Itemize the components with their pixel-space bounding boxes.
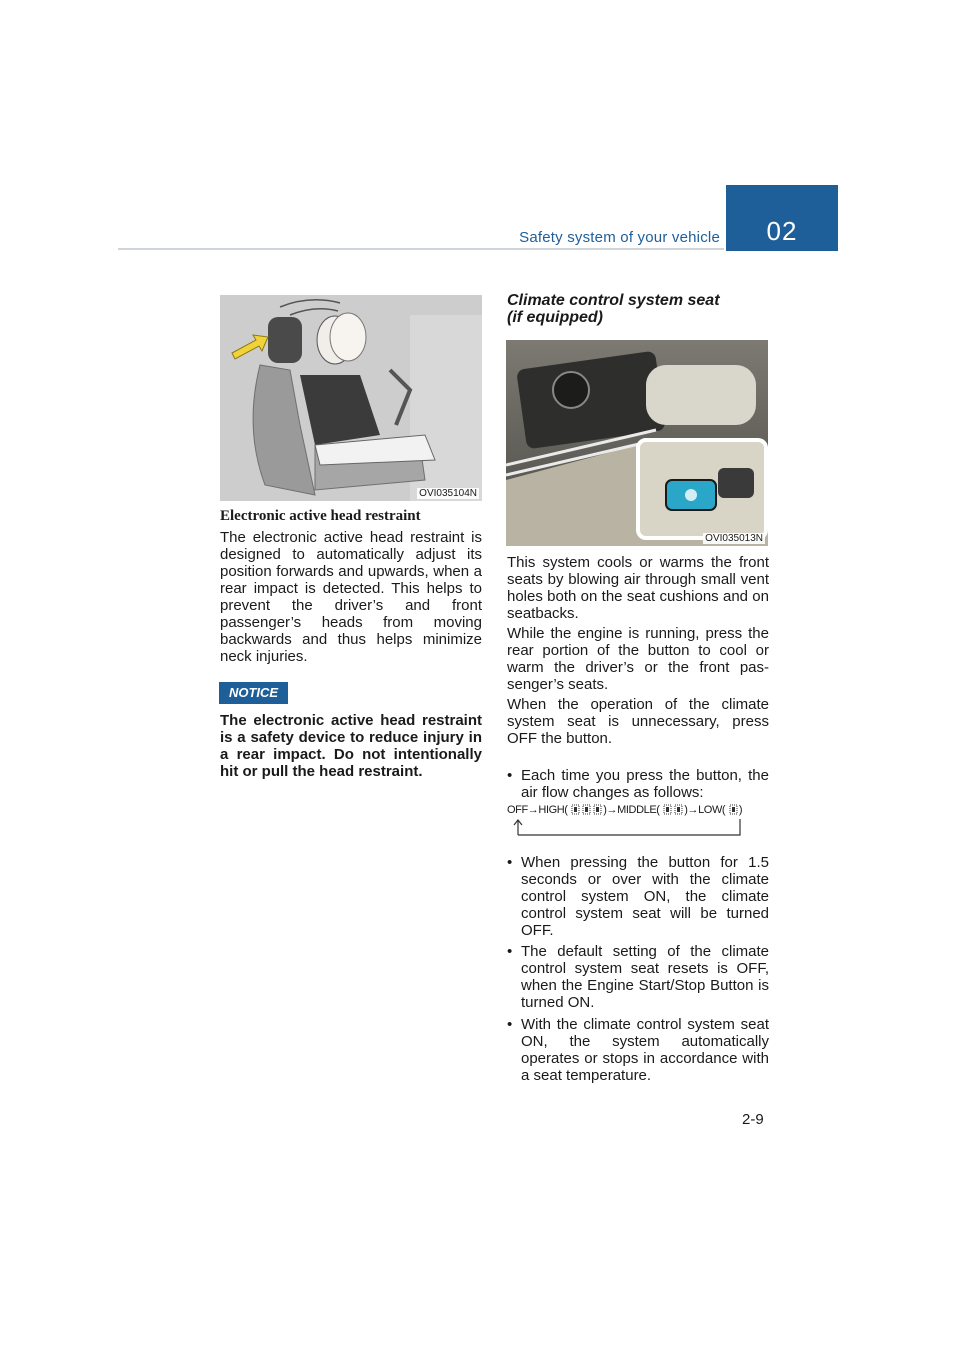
flow-low: LOW( <box>698 804 726 816</box>
page-number: 2-9 <box>742 1111 764 1128</box>
header-rule <box>118 248 724 250</box>
fan-level-icon <box>582 804 591 815</box>
climate-seat-title <box>507 292 720 326</box>
bullet-dot: • <box>507 767 513 784</box>
bullet-text: Each time you press the button, the air flow changes as follows: <box>521 767 769 801</box>
bullet-text: The default setting of the climate control system seat resets is OFF, when the Engine Start/Stop Button is turned ON. <box>521 943 769 1011</box>
climate-paragraph-2: While the engine is running, press the rear portion of the button to cool or warm the driver’s or the front pas- senger’s seats. <box>507 625 769 693</box>
flow-arrow: → <box>687 804 699 816</box>
section-title: Safety system of your vehicle <box>519 229 720 246</box>
flow-close: ) <box>684 804 688 816</box>
bullet-item <box>507 767 769 801</box>
flow-high: HIGH( <box>538 804 568 816</box>
notice-badge: NOTICE <box>219 682 288 704</box>
flow-middle: MIDDLE( <box>617 804 660 816</box>
console-drawing <box>506 340 768 546</box>
notice-text: The electronic active head restraint is a safety device to reduce injury in a rear impact. Do not intentionally hit or pull the head restraint. <box>220 712 482 780</box>
fan-level-icon <box>593 804 602 815</box>
bullet-dot: • <box>507 1016 513 1033</box>
fan-level-icon <box>729 804 738 815</box>
fan-level-icon <box>663 804 672 815</box>
bullet-item <box>507 1016 769 1084</box>
bullet-item <box>507 943 769 1011</box>
bullet-dot: • <box>507 943 513 960</box>
climate-seat-title-line1: Climate control system seat <box>507 292 720 309</box>
climate-paragraph-3: When the operation of the climate system seat is unnecessary, press OFF the button. <box>507 696 769 747</box>
flow-arrow: → <box>606 804 618 816</box>
bullet-item <box>507 854 769 939</box>
flow-close: ) <box>738 804 743 816</box>
seat-occupant-drawing <box>220 295 482 501</box>
climate-paragraph-1: This system cools or warms the front seats by blowing air through small vent holes both on the seat cushions and on seatbacks. <box>507 554 769 622</box>
image-caption-left: OVI035104N <box>419 488 477 499</box>
flow-arrow: → <box>527 804 539 816</box>
fan-level-icon <box>571 804 580 815</box>
bullet-text: With the climate control system seat ON, the system automatically operates or stops in accordance with a seat temperature. <box>521 1016 769 1084</box>
image-caption-right: OVI035013N <box>705 533 763 544</box>
head-restraint-paragraph: The electronic active head restraint is designed to automatically adjust its position forwards and upwards, when a rear impact is detected. This helps to prevent the driver’s and front passenger’s heads from moving backwards and thus helps minimize neck injuries. <box>220 529 482 665</box>
head-restraint-illustration <box>220 295 482 501</box>
air-flow-sequence <box>507 801 769 839</box>
flow-off: OFF <box>507 804 528 816</box>
climate-seat-photo <box>506 340 768 546</box>
fan-level-icon <box>674 804 683 815</box>
climate-seat-title-line2: (if equipped) <box>507 309 603 326</box>
flow-close: ) <box>603 804 607 816</box>
subsection-heading: Electronic active head restraint <box>220 508 421 524</box>
chapter-number: 02 <box>766 216 798 246</box>
bullet-dot: • <box>507 854 513 871</box>
loop-back-arrow <box>507 815 769 837</box>
chapter-tab <box>726 185 838 251</box>
bullet-text: When pressing the button for 1.5 seconds or over with the climate control system ON, the climate control system seat will be turned OFF. <box>521 854 769 939</box>
